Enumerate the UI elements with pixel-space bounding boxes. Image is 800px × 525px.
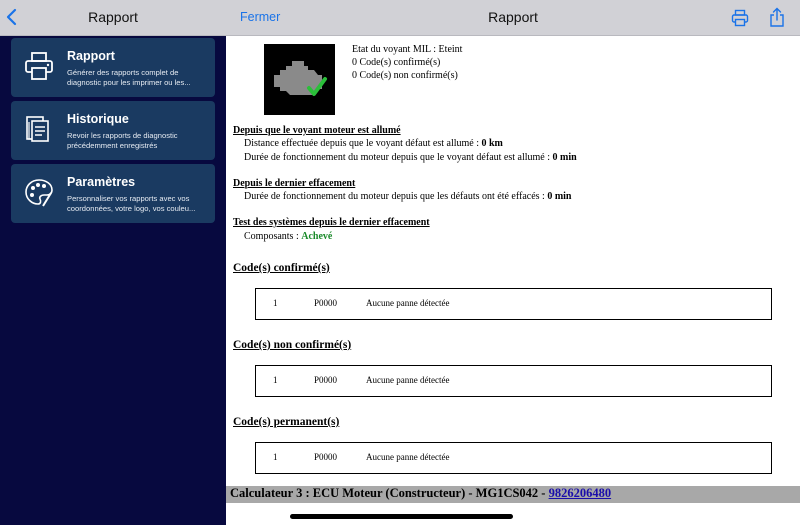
unconfirmed-count-text: 0 Code(s) non confirmé(s)	[352, 70, 458, 81]
sidebar-item-desc: Personnaliser vos rapports avec vos coordonnées, votre logo, vos couleu...	[67, 194, 196, 214]
confirmed-codes-heading: Code(s) confirmé(s)	[233, 262, 330, 274]
sidebar-item-title: Rapport	[67, 49, 115, 63]
sidebar	[0, 0, 226, 525]
page-title: Rapport	[488, 9, 538, 25]
table-row: 1 P0000 Aucune panne détectée	[255, 365, 772, 397]
confirmed-count-text: 0 Code(s) confirmé(s)	[352, 57, 441, 68]
table-row: 1 P0000 Aucune panne détectée	[255, 442, 772, 474]
duration-line: Durée de fonctionnement du moteur depuis que le voyant défaut est allumé : 0 min	[244, 152, 577, 163]
components-line: Composants : Achevé	[244, 231, 333, 242]
mil-status-text: Etat du voyant MIL : Eteint	[352, 44, 463, 55]
section-heading: Test des systèmes depuis le dernier effacement	[233, 217, 430, 228]
sidebar-item-desc: Générer des rapports complet de diagnostic pour les imprimer ou les...	[67, 68, 191, 88]
table-row: 1 P0000 Aucune panne détectée	[255, 288, 772, 320]
report-header	[226, 0, 800, 36]
section-heading: Depuis que le voyant moteur est allumé	[233, 125, 401, 136]
sidebar-item-parametres[interactable]	[11, 164, 215, 223]
palette-icon	[23, 176, 55, 208]
close-button[interactable]: Fermer	[240, 10, 281, 24]
share-icon[interactable]	[769, 7, 785, 27]
sidebar-item-title: Paramètres	[67, 175, 136, 189]
phone-link[interactable]: 9826206480	[548, 486, 612, 500]
duration-since-clear-line: Durée de fonctionnement du moteur depuis que les défauts ont été effacés : 0 min	[244, 191, 572, 202]
report-pane	[226, 0, 800, 525]
sidebar-item-historique[interactable]	[11, 101, 215, 160]
print-icon[interactable]	[731, 9, 749, 27]
permanent-codes-heading: Code(s) permanent(s)	[233, 416, 340, 428]
sidebar-item-desc: Revoir les rapports de diagnostic précédemment enregistrés	[67, 131, 178, 151]
home-indicator[interactable]	[290, 514, 513, 519]
sidebar-header	[0, 0, 226, 36]
sidebar-item-rapport[interactable]	[11, 38, 215, 97]
ecu-title: Calculateur 3 : ECU Moteur (Constructeur) - MG1CS042 - 9826206480	[230, 486, 612, 500]
documents-icon	[23, 113, 55, 145]
sidebar-item-title: Historique	[67, 112, 129, 126]
engine-check-icon	[264, 44, 335, 115]
unconfirmed-codes-heading: Code(s) non confirmé(s)	[233, 339, 352, 351]
sidebar-title: Rapport	[88, 9, 138, 25]
printer-icon	[23, 50, 55, 82]
section-heading: Depuis le dernier effacement	[233, 178, 356, 189]
distance-line: Distance effectuée depuis que le voyant défaut est allumé : 0 km	[244, 138, 503, 149]
ecu-footer-bar	[226, 486, 800, 503]
engine-light-image	[264, 44, 335, 115]
